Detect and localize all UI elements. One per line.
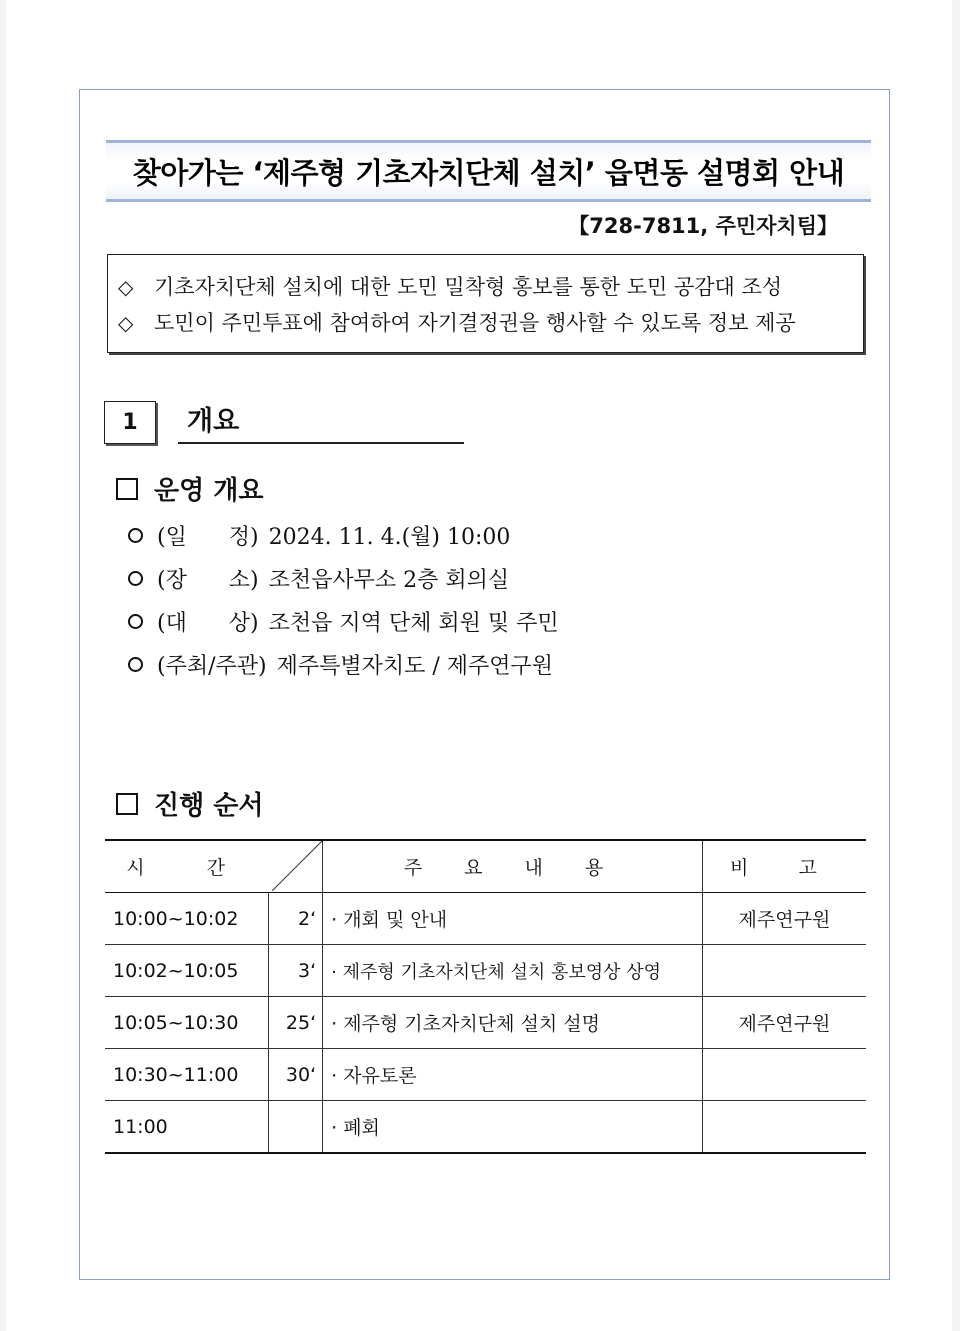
header-note [702,840,866,893]
row-time: 10:05~10:30 [105,997,268,1049]
table-row [105,1049,866,1101]
header-content [323,840,703,893]
section-title: 개요 [178,400,464,444]
circle-bullet-icon [128,614,143,629]
table-row [105,997,866,1049]
row-time: 10:02~10:05 [105,945,268,997]
row-note [702,945,866,997]
row-minutes: 3‘ [268,945,322,997]
header-time [105,840,323,893]
overview-item-date [128,520,510,551]
square-bullet-icon [116,478,138,500]
table-row [105,945,866,997]
square-bullet-icon [116,793,138,815]
overview-item-target [128,606,559,637]
row-content: · 제주형 기초자치단체 설치 홍보영상 상영 [323,945,703,997]
row-content: · 개회 및 안내 [323,893,703,945]
overview-item-host [128,649,553,680]
row-minutes: 30‘ [268,1049,322,1101]
purpose-line [118,305,863,341]
item-label: (일 정) [157,525,259,550]
schedule-heading [116,785,264,822]
item-label: (장 소) [157,568,259,593]
purpose-line [118,269,863,305]
row-minutes: 25‘ [268,997,322,1049]
header-time-label: 시 간 [126,857,253,879]
row-note: 제주연구원 [702,997,866,1049]
row-note [702,1049,866,1101]
row-content: · 자유토론 [323,1049,703,1101]
document-page [6,0,952,1331]
item-value: 조천읍사무소 2층 회의실 [268,568,510,593]
overview-item-place [128,563,509,594]
row-time: 10:30~11:00 [105,1049,268,1101]
schedule-heading-text: 진행 순서 [154,791,264,821]
row-minutes [268,1101,322,1154]
header-note-label: 비 고 [730,857,839,879]
circle-bullet-icon [128,657,143,672]
overview-heading [116,470,264,507]
row-time: 11:00 [105,1101,268,1154]
header-diagonal-line [272,841,322,891]
table-row [105,1101,866,1154]
circle-bullet-icon [128,528,143,543]
schedule-table [105,839,866,1154]
header-content-label: 주 요 내 용 [403,857,622,879]
row-content: · 제주형 기초자치단체 설치 설명 [323,997,703,1049]
contact-info: 【728-7811, 주민자치팀】 [568,214,838,238]
circle-bullet-icon [128,571,143,586]
title-banner [106,140,871,202]
purpose-box [107,254,864,353]
table-header-row [105,840,866,893]
diamond-bullet-icon: ◇ [118,275,134,299]
item-value: 조천읍 지역 단체 회원 및 주민 [268,611,559,636]
item-label: (대 상) [157,611,259,636]
item-value: 2024. 11. 4.(월) 10:00 [268,525,511,550]
item-value: 제주특별자치도 / 제주연구원 [276,654,554,679]
item-label: (주최/주관) [157,654,267,679]
table-row [105,893,866,945]
purpose-text: 도민이 주민투표에 참여하여 자기결정권을 행사할 수 있도록 정보 제공 [154,311,796,335]
diamond-bullet-icon: ◇ [118,311,134,335]
row-minutes: 2‘ [268,893,322,945]
overview-heading-text: 운영 개요 [154,476,264,506]
row-content: · 폐회 [323,1101,703,1154]
row-time: 10:00~10:02 [105,893,268,945]
row-note [702,1101,866,1154]
purpose-text: 기초자치단체 설치에 대한 도민 밀착형 홍보를 통한 도민 공감대 조성 [154,275,783,299]
section-number: 1 [104,401,156,444]
document-title: 찾아가는 ‘제주형 기초자치단체 설치’ 읍면동 설명회 안내 [132,155,845,190]
row-note: 제주연구원 [702,893,866,945]
